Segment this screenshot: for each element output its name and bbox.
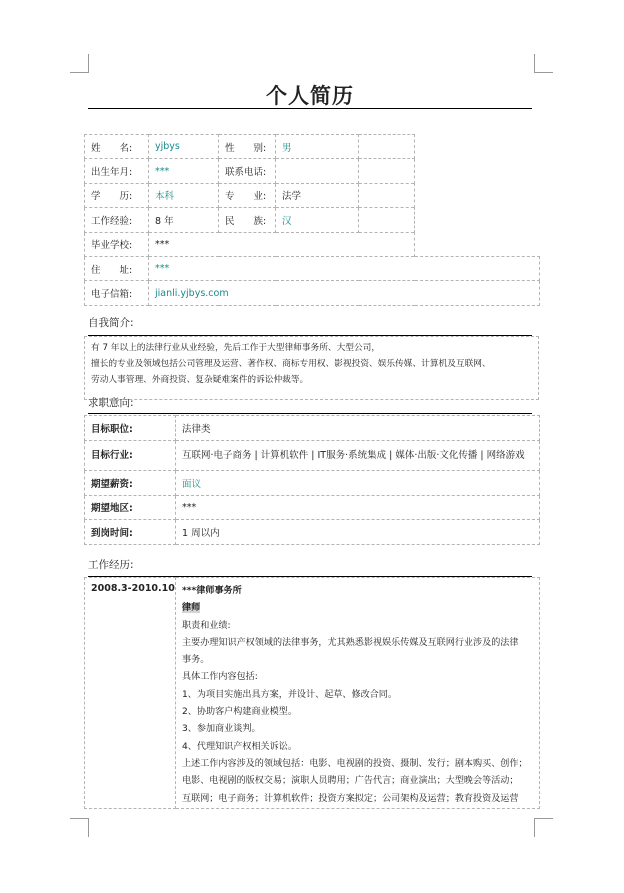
duty-line: 主要办理知识产权领域的法律事务，尤其熟悉影视娱乐传媒及互联网行业涉及的法律 <box>182 637 519 648</box>
address-label: 住 址: <box>85 256 149 280</box>
photo-area <box>415 135 540 257</box>
work-item: 1、为项目实施出具方案，并设计、起草、修改合同。 <box>182 689 397 700</box>
name-label: 姓 名: <box>85 135 149 159</box>
experience-label: 工作经验: <box>85 208 149 232</box>
intro-line: 有 7 年以上的法律行业从业经验，先后工作于大型律师事务所、大型公司， <box>91 343 381 353</box>
birth-label: 出生年月: <box>85 159 149 183</box>
intro-line: 劳动人事管理、外商投资、复杂疑难案件的诉讼仲裁等。 <box>91 375 309 385</box>
work-date: 2008.3-2010.10 <box>85 578 176 809</box>
tail-line: 互联网；电子商务；计算机软件；投资方案拟定；公司架构及运营；教育投资及运营 <box>182 793 519 804</box>
intent-heading: 求职意向: <box>88 397 134 409</box>
work-details <box>176 578 540 809</box>
major-value: 法学 <box>276 183 359 207</box>
target-industry-label: 目标行业: <box>85 440 176 471</box>
email-value[interactable]: jianli.yjbys.com <box>149 281 540 305</box>
crop-mark-top-left <box>70 54 89 73</box>
expected-salary-label: 期望薪资: <box>85 471 176 496</box>
content-label: 具体工作内容包括: <box>182 672 258 683</box>
target-position-value: 法律类 <box>176 416 540 441</box>
extra-cell <box>359 208 415 232</box>
crop-mark-bottom-right <box>534 818 553 837</box>
target-position-label: 目标职位: <box>85 416 176 441</box>
work-experience-table <box>84 577 540 809</box>
name-value: yjbys <box>149 135 219 159</box>
expected-region-value: *** <box>176 495 540 520</box>
intro-heading: 自我简介: <box>88 317 134 329</box>
tail-line: 电影、电视剧的版权交易；演职人员聘用；广告代言；商业演出；大型晚会等活动； <box>182 776 519 787</box>
gender-value: 男 <box>276 135 359 159</box>
work-item: 2、协助客户构建商业模型。 <box>182 707 297 718</box>
expected-region-label: 期望地区: <box>85 495 176 520</box>
gender-label: 性 别: <box>219 135 276 159</box>
school-value: *** <box>149 232 415 256</box>
ethnicity-label: 民 族: <box>219 208 276 232</box>
page-title: 个人简历 <box>266 84 354 108</box>
crop-mark-top-right <box>534 54 553 73</box>
birth-value: *** <box>149 159 219 183</box>
education-value: 本科 <box>149 183 219 207</box>
extra-cell <box>359 183 415 207</box>
job-intent-table <box>84 415 540 545</box>
company-name: ***律师事务所 <box>182 586 242 596</box>
start-time-value: 1 周以内 <box>176 520 540 545</box>
work-heading: 工作经历: <box>88 559 134 571</box>
start-time-label: 到岗时间: <box>85 520 176 545</box>
ethnicity-value: 汉 <box>276 208 359 232</box>
phone-value <box>276 159 359 183</box>
major-label: 专 业: <box>219 183 276 207</box>
duty-line: 事务。 <box>182 655 210 666</box>
experience-value: 8 年 <box>149 208 219 232</box>
title-divider <box>88 108 532 109</box>
intro-text <box>84 336 539 400</box>
work-item: 4、代理知识产权相关诉讼。 <box>182 741 297 752</box>
expected-salary-value: 面议 <box>176 471 540 496</box>
duty-label: 职责和业绩: <box>182 620 231 631</box>
education-label: 学 历: <box>85 183 149 207</box>
target-industry-value: 互联网·电子商务 | 计算机软件 | IT服务·系统集成 | 媒体·出版·文化传播 | 网络游戏 <box>176 440 540 471</box>
phone-label: 联系电话: <box>219 159 276 183</box>
intro-line: 擅长的专业及领域包括公司管理及运营、著作权、商标专用权、影视投资、娱乐传媒、计算机及互联网、 <box>91 359 491 369</box>
extra-cell <box>359 159 415 183</box>
email-label: 电子信箱: <box>85 281 149 305</box>
extra-cell <box>359 135 415 159</box>
intent-divider <box>88 413 532 414</box>
job-title: 律师 <box>182 603 201 614</box>
crop-mark-bottom-left <box>70 818 89 837</box>
address-value: *** <box>149 256 540 280</box>
school-label: 毕业学校: <box>85 232 149 256</box>
work-item: 3、参加商业谈判。 <box>182 724 261 735</box>
basic-info-table <box>84 134 540 306</box>
tail-line: 上述工作内容涉及的领域包括：电影、电视剧的投资、摄制、发行；剧本购买、创作； <box>182 758 528 769</box>
